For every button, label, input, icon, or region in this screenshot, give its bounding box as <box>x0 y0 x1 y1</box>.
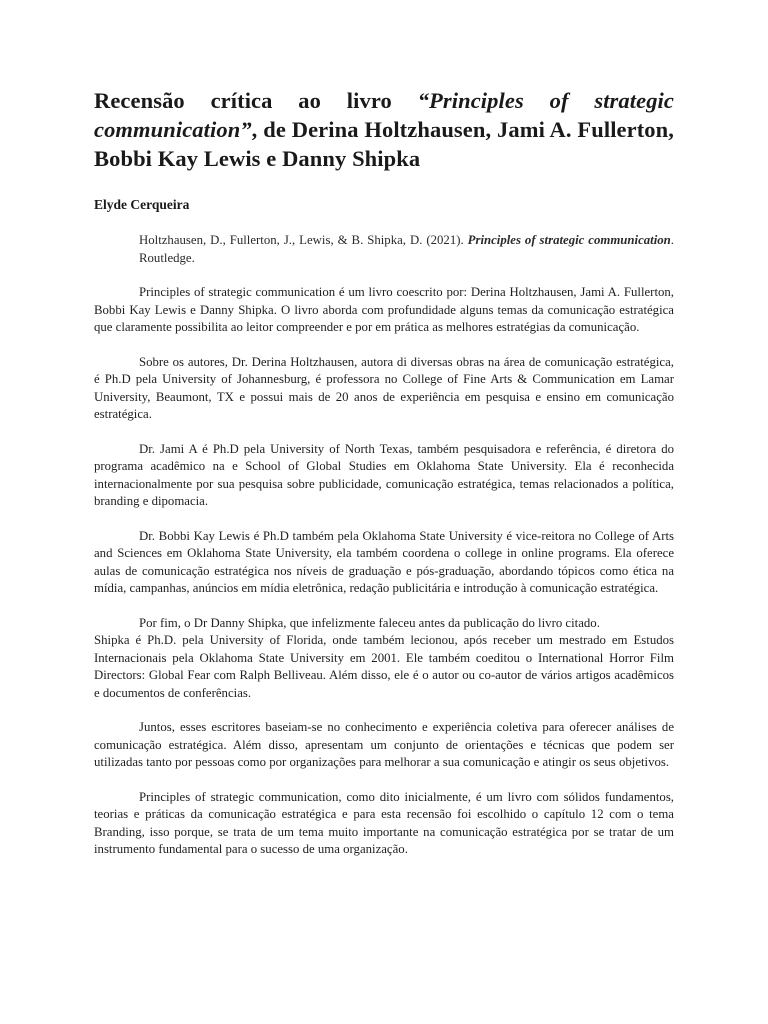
paragraph-lewis: Dr. Bobbi Kay Lewis é Ph.D também pela Oklahoma State University é vice-reitora no College of Arts and Sciences em Oklahoma State University, ela também coordena o college in online programs. Ela oferece aulas de comunicação estratégica nos níveis de graduação e pós-graduação, abordando tópicos como ética na mídia, campanhas, anúncios em mídia eletrônica, redação publicitária e introdução à comunicação estratégica. <box>94 528 674 595</box>
shipka-rest: Shipka é Ph.D. pela University of Florida, onde também lecionou, após receber um mestrado em Estudos Internacionais pela Oklahoma State University em 2001. Ele também coeditou o International Horror Film Directors: Global Fear com Ralph Belliveau. Além disso, ele é o autor ou co-autor de vários artigos acadêmicos e documentos de conferências. <box>94 633 674 700</box>
paragraph-together: Juntos, esses escritores baseiam-se no conhecimento e experiência coletiva para oferecer análises de comunicação estratégica. Além disso, apresentam um conjunto de orientações e técnicas que podem ser utilizadas tanto por pessoas como por organizações para melhorar a sua comunicação e atingir os seus objetivos. <box>94 720 674 769</box>
paragraph-holtzhausen: Sobre os autores, Dr. Derina Holtzhausen, autora di diversas obras na área de comunicação estratégica, é Ph.D pela University of Johannesburg, é professora no College of Fine Arts & Communication em Lamar University, Beaumont, TX e possui mais de 20 anos de experiência em pesquisa e ensino em comunicação estratégica. <box>94 354 674 421</box>
paragraph-intro: Principles of strategic communication é um livro coescrito por: Derina Holtzhausen, Jami A. Fullerton, Bobbi Kay Lewis e Danny Shipka. O livro aborda com profundidade alguns temas da comunicação estratégica que claramente possibilita ao leitor compreender e por em prática as melhores estratégias da comunicação. <box>94 285 674 334</box>
paragraph-fullerton: Dr. Jami A é Ph.D pela University of North Texas, também pesquisadora e referência, é diretora do programa acadêmico na e School of Global Studies em Oklahoma State University. Ela é reconhecida internacionalmente por sua pesquisa sobre publicidade, comunicação estratégica, temas relacionados a política, branding e dipomacia. <box>94 441 674 508</box>
author-name: Elyde Cerqueira <box>94 197 190 212</box>
title-book-name: “Principles of strategic communication” <box>94 88 674 142</box>
book-citation <box>94 231 674 267</box>
paragraph-shipka <box>94 615 674 703</box>
citation-publisher: . Routledge. <box>139 233 674 265</box>
title-part-1: Recensão crítica ao livro <box>94 88 418 113</box>
document-page <box>94 86 674 859</box>
document-title <box>94 86 674 173</box>
title-part-2: , de Derina Holtzhausen, Jami A. Fullerton, Bobbi Kay Lewis e Danny Shipka <box>94 117 674 171</box>
citation-authors: Holtzhausen, D., Fullerton, J., Lewis, & B. Shipka, D. (2021). <box>139 233 468 247</box>
paragraph-chapter: Principles of strategic communication, como dito inicialmente, é um livro com sólidos fundamentos, teorias e práticas da comunicação estratégica e para esta recensão foi escolhido o capítulo 12 com o tema Branding, isso porque, se trata de um tema muito importante na comunicação estratégica por se tratar de um instrumento fundamental para o sucesso de uma organização. <box>94 789 674 856</box>
shipka-first-line: Por fim, o Dr Danny Shipka, que infelizmente faleceu antes da publicação do livro citado. <box>139 615 600 630</box>
citation-book-title: Principles of strategic communication <box>467 233 671 247</box>
